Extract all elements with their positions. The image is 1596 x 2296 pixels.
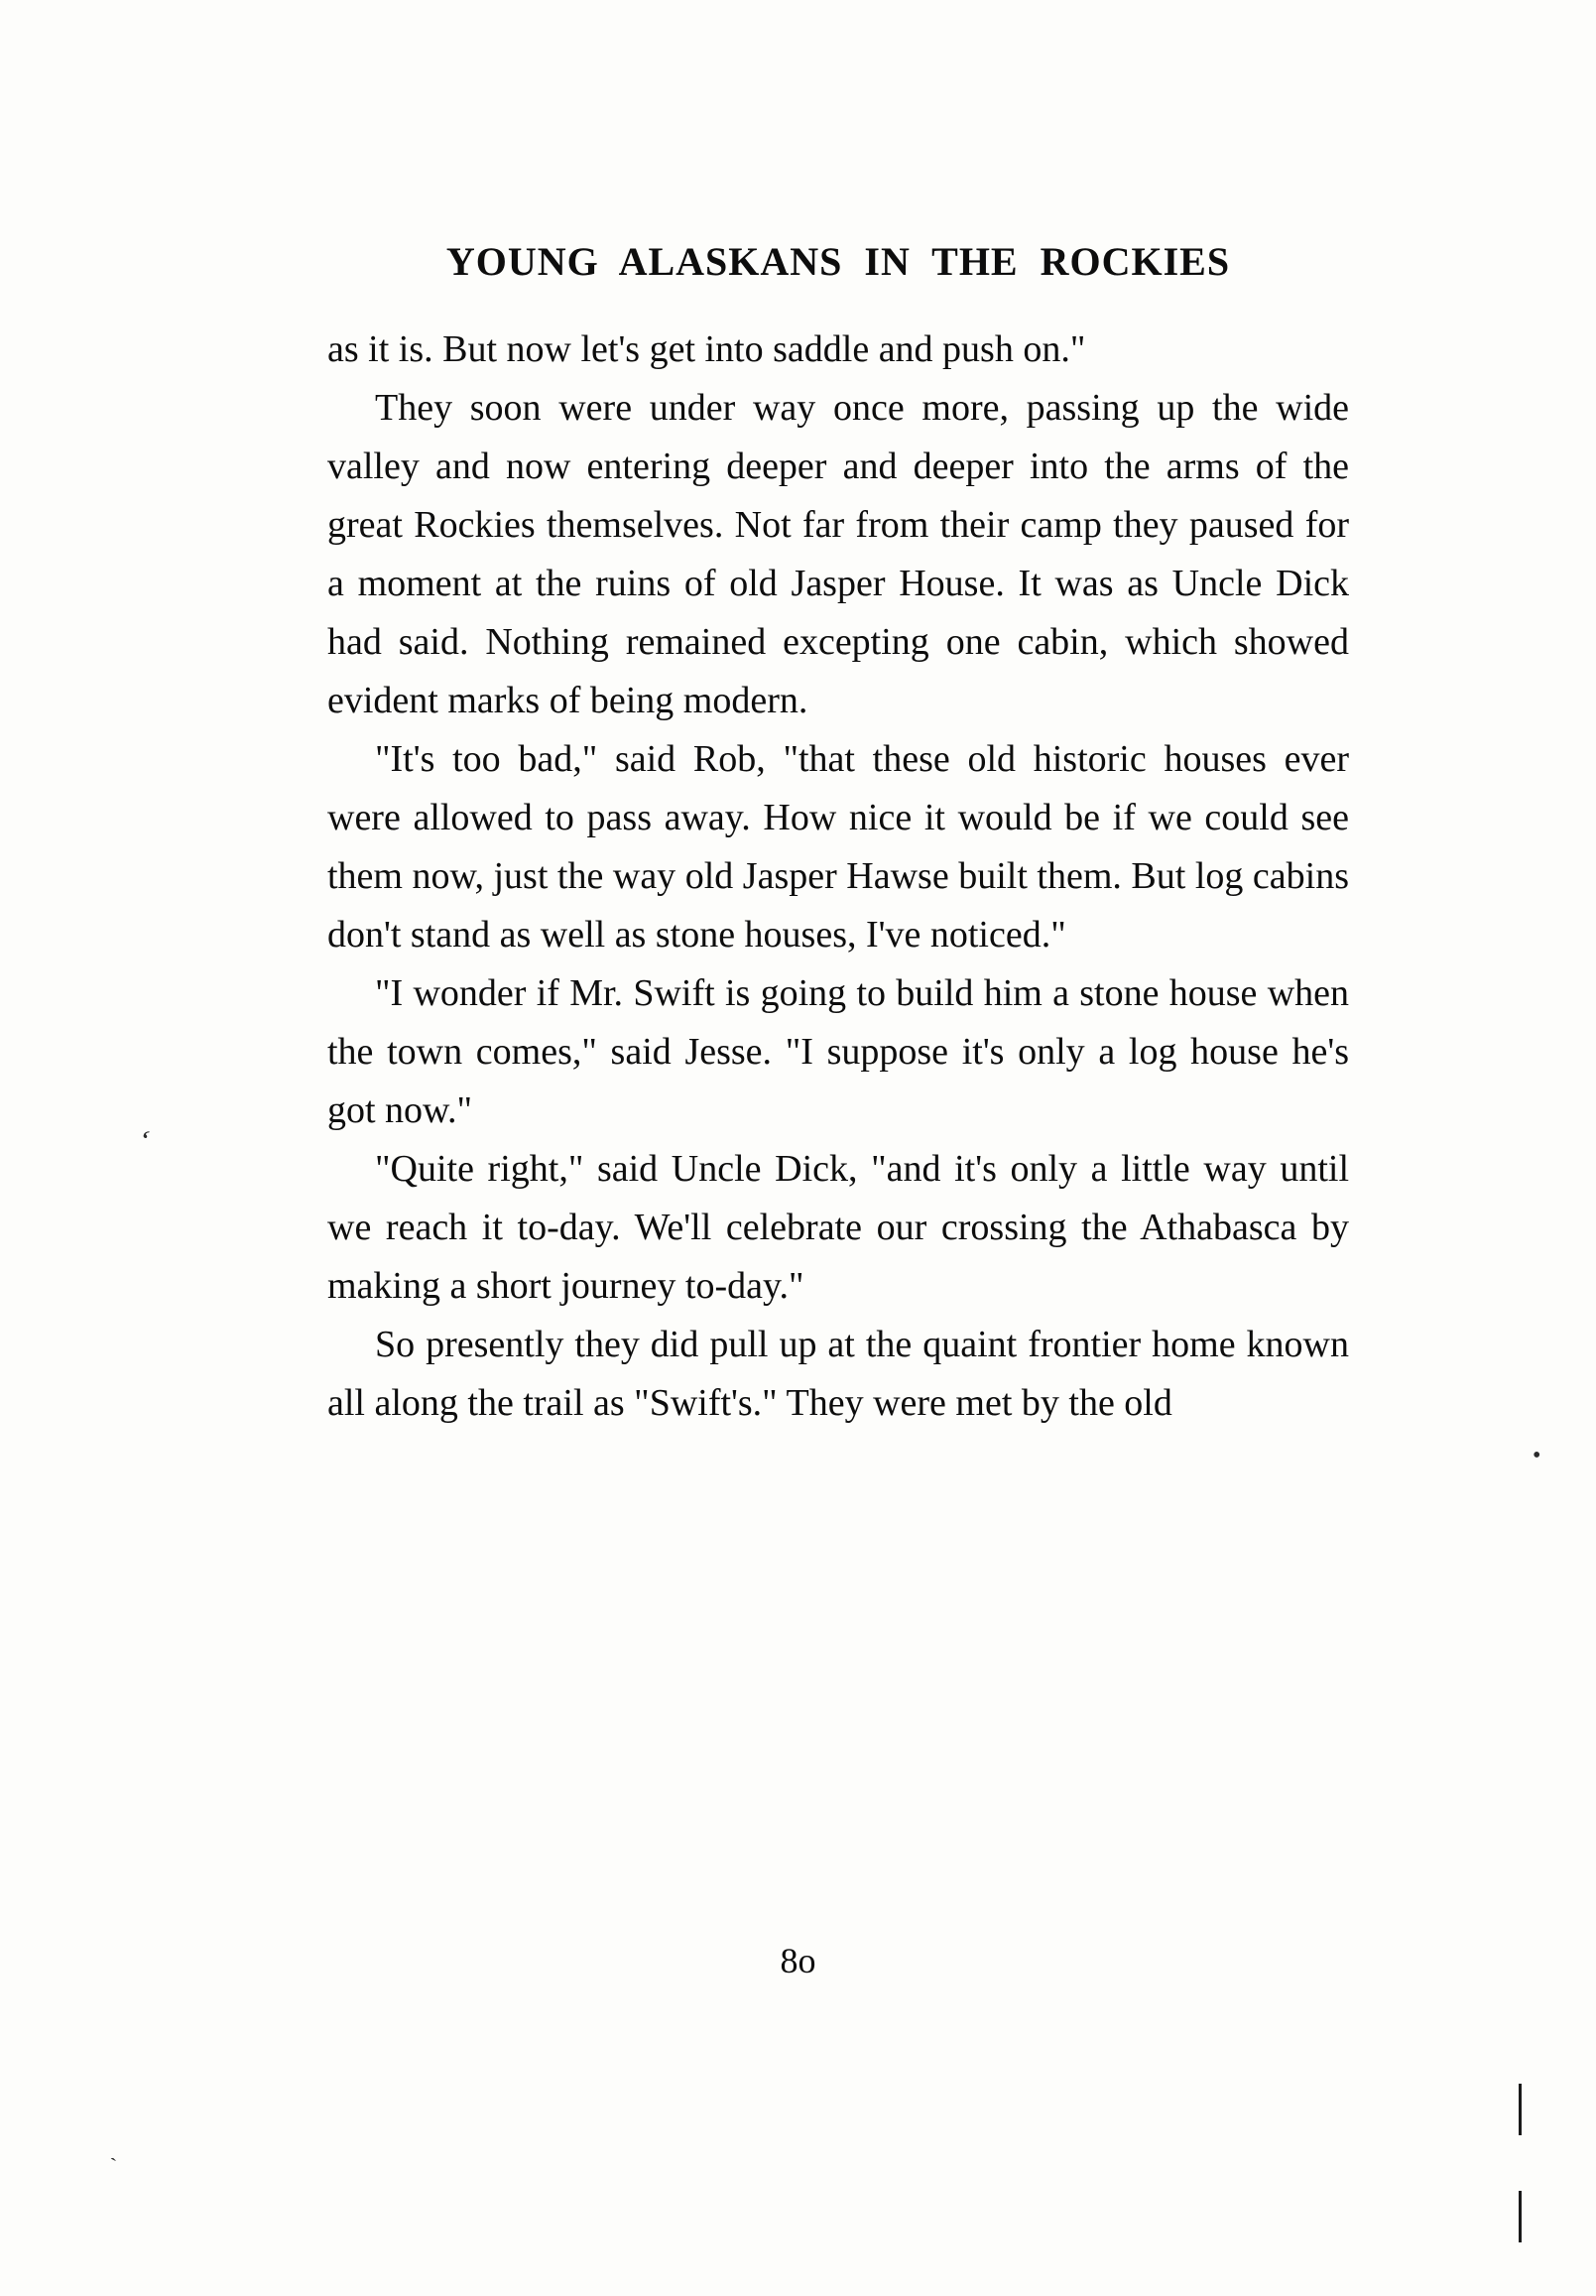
page-edge-rule-bottom: [1519, 2191, 1522, 2242]
page-text-block: [327, 238, 1349, 1433]
page-edge-rule-top: [1519, 2084, 1522, 2135]
margin-dot-icon: •: [1533, 1443, 1541, 1468]
paragraph-4: "I wonder if Mr. Swift is going to build him a stone house when the town comes," said Jesse. "I suppose it's only a log house he's got now.": [327, 972, 1349, 1131]
paragraph-5: "Quite right," said Uncle Dick, "and it's only a little way until we reach it to-day. We'll celebrate our crossing the Athabasca by making a short journey to-day.": [327, 1148, 1349, 1307]
paragraph-2: They soon were under way once more, passing up the wide valley and now entering deeper and deeper into the arms of the great Rockies themselves. Not far from their camp they paused for a moment at the ruins of old Jasper House. It was as Uncle Dick had said. Nothing remained excepting one cabin, which showed evident marks of being modern.: [327, 387, 1349, 721]
paragraph-3: "It's too bad," said Rob, "that these old historic houses ever were allowed to pass away. How nice it would be if we could see them now, just the way old Jasper Hawse built them. But log cabins don't stand as well as stone houses, I've noticed.": [327, 738, 1349, 956]
margin-mark-icon: ‘: [134, 1123, 155, 1158]
page-number: 8o: [780, 1941, 816, 1980]
paragraph-1: as it is. But now let's get into saddle and push on.": [327, 328, 1086, 370]
paragraph-6: So presently they did pull up at the quaint frontier home known all along the trail as "Swift's." They were met by the old: [327, 1324, 1349, 1424]
running-head: YOUNG ALASKANS IN THE ROCKIES: [445, 239, 1231, 284]
margin-bottom-mark-icon: ˋ: [108, 2152, 121, 2179]
